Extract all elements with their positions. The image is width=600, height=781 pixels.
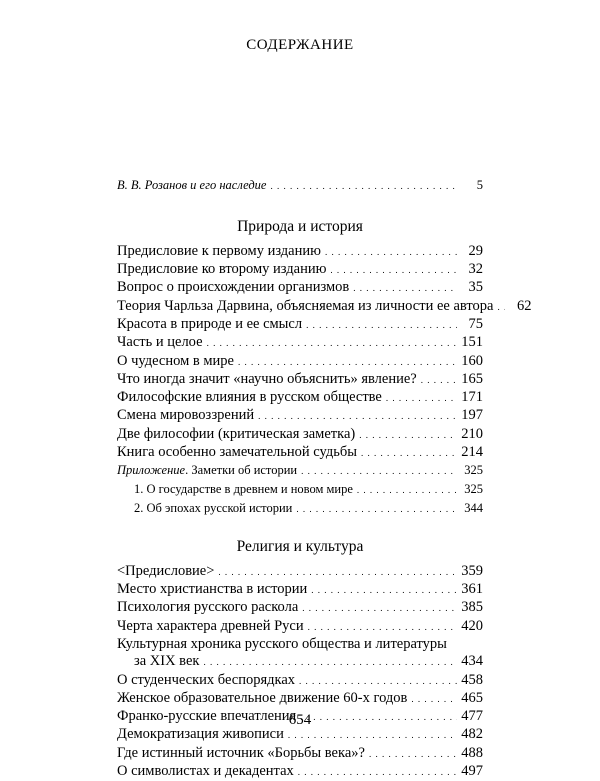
toc-entry-label: Что иногда значит «научно объяснить» явление? [117, 370, 417, 387]
toc-entry-page: 75 [468, 315, 483, 332]
toc-entry-label: Часть и целое [117, 334, 203, 351]
dot-leader [301, 463, 457, 481]
toc-entry[interactable] [117, 763, 483, 781]
dot-leader [357, 482, 457, 500]
toc-entry-label: Две философии (критическая заметка) [117, 425, 356, 442]
dot-leader [238, 354, 457, 371]
toc-entry-label: Философские влияния в русском обществе [117, 389, 382, 406]
toc-entry[interactable] [117, 316, 483, 334]
toc-entry-label: Книга особенно замечательной судьбы [117, 444, 357, 461]
toc-entry-label: Место христианства в истории [117, 581, 308, 598]
toc-entry[interactable] [117, 426, 483, 444]
toc-entry-appendix[interactable] [117, 462, 483, 481]
toc-entry-page: 29 [468, 242, 483, 259]
toc-entry[interactable] [117, 297, 532, 316]
toc-entry-page: 32 [468, 261, 483, 278]
toc-entry-continuation[interactable] [117, 653, 483, 671]
page-number: 654 [288, 712, 312, 728]
toc-entry-label: Красота в природе и ее смысл [117, 315, 303, 332]
toc-entry-label: Где истинный источник «Борьбы века»? [117, 744, 365, 761]
toc-entry[interactable] [117, 636, 483, 653]
toc-entry-label: В. В. Розанов и его наследие [117, 178, 267, 192]
toc-entry-label: за XIX век [134, 653, 200, 670]
toc-entry-page: 359 [461, 562, 483, 579]
toc-subentry[interactable] [117, 500, 483, 519]
dot-leader [386, 390, 457, 407]
dot-leader [203, 654, 457, 671]
toc-entry-label: Черта характера древней Руси [117, 617, 304, 634]
dot-leader [325, 244, 457, 261]
toc-entry-page: 477 [461, 708, 483, 725]
toc-entry-label: 1. О государстве в древнем и новом мире [134, 482, 353, 497]
toc-entry-page: 5 [476, 178, 483, 192]
table-of-contents [117, 177, 532, 781]
toc-entry-label: Предисловие ко второму изданию [117, 261, 327, 278]
page-title: СОДЕРЖАНИЕ [246, 37, 354, 53]
toc-entry[interactable] [117, 563, 483, 581]
toc-entry-page: 151 [461, 334, 483, 351]
toc-entry[interactable] [117, 353, 483, 371]
toc-entry[interactable] [117, 243, 483, 261]
toc-entry-page: 35 [468, 279, 483, 296]
toc-entry-page: 171 [461, 389, 483, 406]
dot-leader [330, 262, 457, 279]
dot-leader [302, 600, 457, 617]
toc-entry[interactable] [117, 726, 483, 744]
toc-entry-label: Женское образовательное движение 60-х годов [117, 689, 408, 706]
toc-entry-page: 325 [464, 463, 483, 478]
toc-entry[interactable] [117, 371, 483, 389]
dot-leader [218, 564, 457, 581]
dot-leader [207, 335, 457, 352]
toc-entry-page: 465 [461, 689, 483, 706]
dot-leader [258, 408, 457, 425]
toc-entry[interactable] [117, 599, 483, 617]
toc-entry[interactable] [117, 261, 483, 279]
toc-entry-label: Теория Чарльза Дарвина, объясняемая из личности ее автора [117, 297, 494, 314]
dot-leader [288, 727, 457, 744]
dot-leader [306, 317, 457, 334]
toc-entry-page: 210 [461, 425, 483, 442]
dot-leader [411, 691, 457, 708]
dot-leader [296, 501, 457, 519]
toc-subentry[interactable] [117, 481, 483, 500]
dot-leader [361, 445, 457, 462]
toc-entry-label: Демократизация живописи [117, 726, 284, 743]
dot-leader [270, 178, 457, 196]
toc-entry-page: 165 [461, 370, 483, 387]
toc-entry-label: Вопрос о происхождении организмов [117, 279, 350, 296]
toc-entry-label: Приложение. Заметки об истории [117, 463, 298, 478]
toc-entry-label: 2. Об эпохах русской истории [134, 500, 293, 515]
dot-leader [311, 582, 457, 599]
section-heading-religion-culture: Религия и культура [236, 537, 364, 555]
toc-entry-label: Культурная хроника русского общества и литературы [117, 635, 447, 652]
dot-leader [421, 372, 457, 389]
toc-entry-label: Предисловие к первому изданию [117, 242, 321, 259]
dot-leader [298, 764, 457, 781]
toc-entry-page: 420 [461, 617, 483, 634]
toc-entry-page: 361 [461, 581, 483, 598]
dot-leader [308, 619, 457, 636]
dot-leader [359, 427, 457, 444]
toc-entry-label: О чудесном в мире [117, 352, 234, 369]
toc-entry-label: <Предисловие> [117, 562, 215, 579]
toc-entry[interactable] [117, 279, 483, 297]
toc-entry[interactable] [117, 690, 483, 708]
toc-entry[interactable] [117, 581, 483, 599]
dot-leader [369, 746, 457, 763]
toc-entry[interactable] [117, 745, 483, 763]
toc-entry[interactable] [117, 407, 483, 425]
toc-entry-label: Смена мировоззрений [117, 407, 255, 424]
toc-entry-page: 197 [461, 407, 483, 424]
toc-entry-page: 488 [461, 744, 483, 761]
toc-entry[interactable] [117, 672, 483, 690]
toc-entry[interactable] [117, 334, 483, 352]
toc-entry-label: О студенческих беспорядках [117, 671, 296, 688]
toc-entry-page: 214 [461, 444, 483, 461]
toc-entry-label: О символистах и декадентах [117, 763, 294, 780]
toc-entry-page: 482 [461, 726, 483, 743]
toc-entry[interactable] [117, 444, 483, 462]
dot-leader [353, 280, 457, 297]
dot-leader [497, 299, 505, 316]
toc-entry-page: 434 [461, 653, 483, 670]
toc-entry-page: 62 [516, 297, 532, 314]
toc-entry-page: 344 [464, 500, 483, 515]
section-heading-nature-history: Природа и история [237, 217, 363, 235]
toc-entry-page: 160 [461, 352, 483, 369]
toc-entry-label: Психология русского раскола [117, 599, 299, 616]
toc-entry-page: 325 [464, 482, 483, 497]
toc-entry-label: Франко-русские впечатления [117, 708, 297, 725]
toc-entry-page: 497 [461, 763, 483, 780]
toc-entry-intro[interactable] [117, 177, 483, 196]
toc-entry-page: 458 [461, 671, 483, 688]
toc-entry-page: 385 [461, 599, 483, 616]
toc-entry[interactable] [117, 389, 483, 407]
toc-entry[interactable] [117, 618, 483, 636]
dot-leader [299, 673, 457, 690]
